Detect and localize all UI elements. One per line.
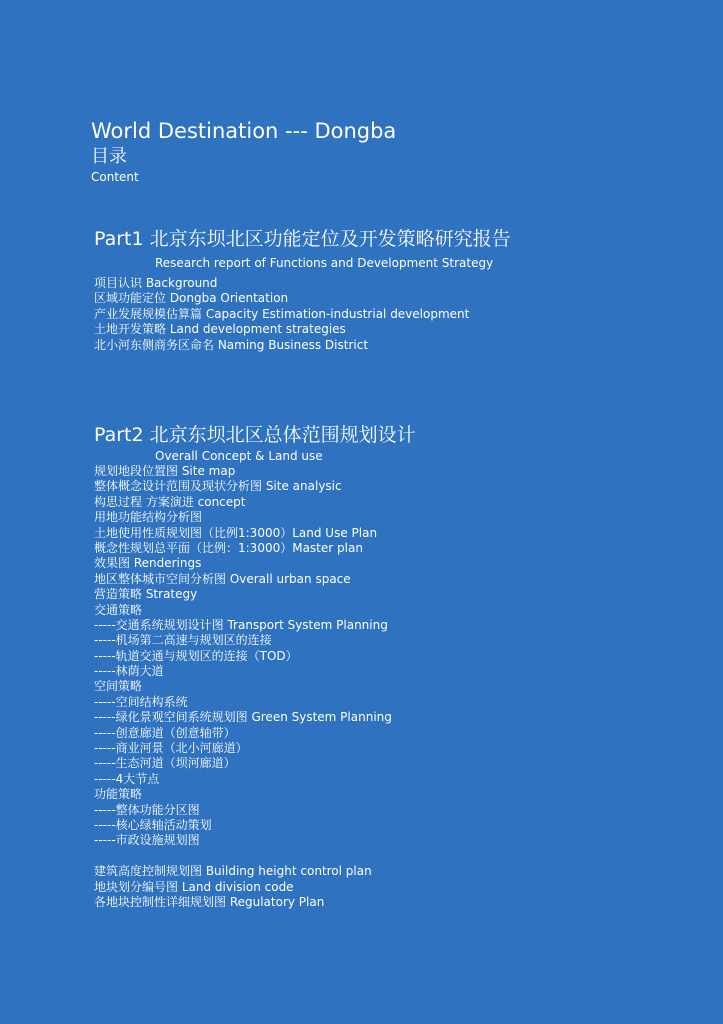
list-item: 各地块控制性详细规划图 Regulatory Plan [94,894,325,909]
list-item: -----商业河景（北小河廊道） [94,741,248,756]
list-item: 概念性规划总平面（比例：1:3000）Master plan [94,540,363,555]
part1-item-list [94,276,469,353]
list-item: -----市政设施规划图 [94,833,200,848]
list-item: -----创意廊道（创意轴带） [94,725,236,740]
list-item: 交通策略 [94,602,143,617]
list-item: 地块划分编号图 Land division code [94,879,294,894]
part2-subheading: Overall Concept & Land use [155,449,323,463]
list-item: -----交通系统规划设计图 Transport System Planning [94,617,388,632]
list-item: -----林荫大道 [94,664,164,679]
list-item: -----生态河道（坝河廊道） [94,756,236,771]
list-item: 空间策略 [94,679,143,694]
list-item: 北小河东侧商务区命名 Naming Business District [94,337,369,352]
list-spacer [94,849,392,864]
list-item: -----4大节点 [94,771,160,786]
list-item: 地区整体城市空间分析图 Overall urban space [94,571,351,586]
list-item: -----机场第二高速与规划区的连接 [94,633,272,648]
part1-heading: Part1 北京东坝北区功能定位及开发策略研究报告 [94,228,511,250]
list-item: 功能策略 [94,787,143,802]
list-item: 产业发展规模估算篇 Capacity Estimation-industrial development [94,306,470,321]
list-item: 效果图 Renderings [94,556,202,571]
list-item: -----绿化景观空间系统规划图 Green System Planning [94,710,392,725]
list-item: 构思过程 方案演进 concept [94,494,246,509]
list-item: 营造策略 Strategy [94,587,198,602]
part2-heading: Part2 北京东坝北区总体范围规划设计 [94,424,416,446]
document-title-chinese: 目录 [91,146,127,167]
part1-subheading: Research report of Functions and Development Strategy [155,256,494,270]
list-item: 建筑高度控制规划图 Building height control plan [94,864,372,879]
document-subtitle: Content [91,170,139,184]
list-item: 整体概念设计范围及现状分析图 Site analysic [94,479,342,494]
list-item: 土地使用性质规划图（比例1:3000）Land Use Plan [94,525,378,540]
list-item: 用地功能结构分析图 [94,510,203,525]
list-item: -----整体功能分区图 [94,802,200,817]
document-title: World Destination --- Dongba [91,119,397,143]
list-item: -----核心绿轴活动策划 [94,817,212,832]
list-item: -----轨道交通与规划区的连接（TOD） [94,648,298,663]
list-item: 区域功能定位 Dongba Orientation [94,291,289,306]
list-item: 规划地段位置图 Site map [94,464,236,478]
list-item: -----空间结构系统 [94,694,188,709]
list-item: 土地开发策略 Land development strategies [94,322,346,337]
list-item: 项目认识 Background [94,276,218,290]
part2-item-list [94,464,392,910]
